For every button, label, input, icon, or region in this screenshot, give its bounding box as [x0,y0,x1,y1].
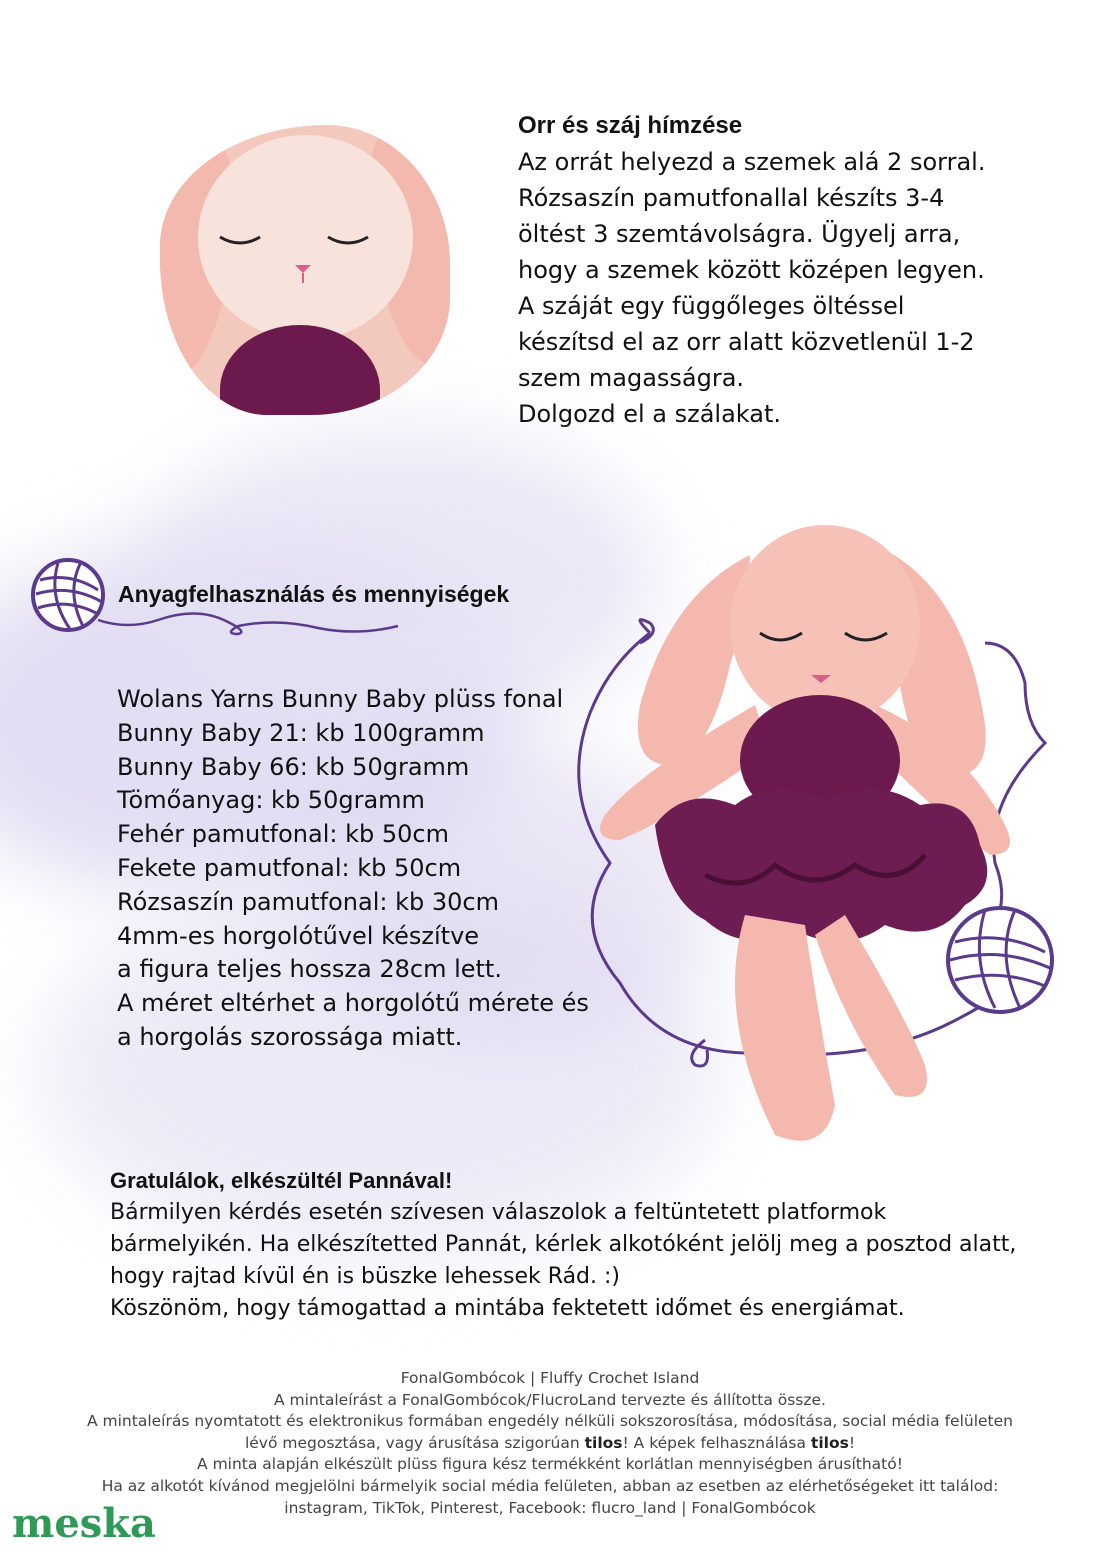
footer-line: A mintaleírás nyomtatott és elektronikus formában engedély nélküli sokszorosítása, módosítása, social média felületen [86,1412,1013,1431]
closing-message [110,1165,1050,1325]
footer-bold: tilos [584,1433,623,1452]
nose-line: készítsd el az orr alatt közvetlenül 1-2 [518,328,975,356]
closing-title: Gratulálok, elkészültél Pannával! [110,1168,453,1193]
material-item: Fehér pamutfonal: kb 50cm [117,820,449,849]
material-item: Fekete pamutfonal: kb 50cm [117,853,462,882]
material-item: 4mm-es horgolótűvel készítve [117,921,480,950]
closing-line: bármelyikén. Ha elkészítetted Pannát, kérlek alkotóként jelölj meg a posztod alatt, [110,1232,1017,1257]
footer-line: A minta alapján elkészült plüss figura kész termékként korlátlan mennyiségben árusítható! [197,1455,903,1474]
nose-line: Rózsaszín pamutfonallal készíts 3-4 [518,184,945,212]
meska-logo: meska [12,1500,156,1547]
material-item: Rózsaszín pamutfonal: kb 30cm [117,887,499,916]
footer-line [0,1433,1100,1455]
material-item: a horgolás szorossága miatt. [117,1022,463,1051]
footer-text: ! [848,1433,856,1452]
footer-text: lévő megosztása, vagy árusítása szigorúan [244,1433,585,1452]
nose-line: Dolgozd el a szálakat. [518,400,782,428]
closing-line: Köszönöm, hogy támogattad a mintába fektetett időmet és energiámat. [110,1296,905,1321]
material-item: Tömőanyag: kb 50gramm [117,786,425,815]
footer-line: Ha az alkotót kívánod megjelölni bármelyik social média felületen, abban az esetben az elérhetőségeket itt találod: [101,1476,999,1495]
nose-mouth-instructions [518,108,1078,432]
closing-line: hogy rajtad kívül én is büszke lehessek Rád. :) [110,1264,620,1289]
footer-copyright [0,1368,1100,1519]
material-item: Wolans Yarns Bunny Baby plüss fonal [117,685,564,713]
material-item: Bunny Baby 66: kb 50gramm [117,752,470,781]
bunny-face-features [160,125,450,415]
nose-line: Az orrát helyezd a szemek alá 2 sorral. [518,148,986,176]
nose-line: hogy a szemek között középen legyen. [518,256,985,284]
bunny-full-photo [555,515,1075,1155]
materials-title: Anyagfelhasználás és mennyiségek [118,581,510,607]
nose-line: szem magasságra. [518,364,745,392]
material-item: Bunny Baby 21: kb 100gramm [117,718,485,747]
footer-bold: tilos [810,1433,849,1452]
closing-line: Bármilyen kérdés esetén szívesen válaszolok a feltüntetett platformok [110,1200,887,1225]
nose-line: öltést 3 szemtávolságra. Ügyelj arra, [518,220,961,248]
nose-line: A száját egy függőleges öltéssel [518,292,905,320]
footer-line: FonalGombócok | Fluffy Crochet Island [400,1369,700,1387]
footer-line: A mintaleírást a FonalGombócok/FlucroLand tervezte és állította össze. [274,1390,826,1409]
material-item: a figura teljes hossza 28cm lett. [117,955,502,984]
footer-text: ! A képek felhasználása [622,1433,811,1452]
materials-list [117,683,589,1055]
footer-line: instagram, TikTok, Pinterest, Facebook: flucro_land | FonalGombócok [284,1498,816,1517]
bunny-face-photo [160,125,450,415]
nose-section-title: Orr és száj hímzése [518,112,743,139]
material-item: A méret eltérhet a horgolótű mérete és [117,989,589,1018]
